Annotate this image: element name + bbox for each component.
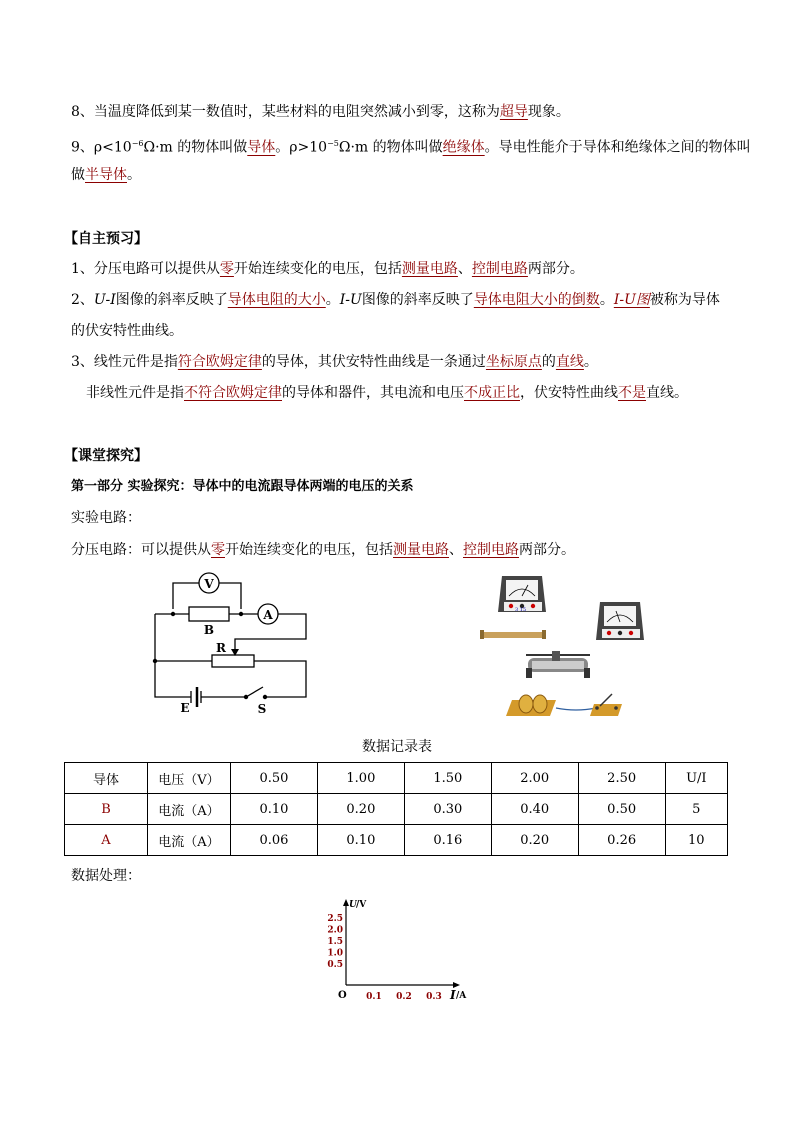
- iu-symbol: I-U: [339, 292, 362, 308]
- y-tick-label: 1.0: [327, 948, 343, 959]
- table-cell: 1.50: [404, 763, 491, 794]
- table-cell: 0.10: [231, 794, 318, 825]
- paragraph-9-cont: [71, 165, 141, 185]
- preview-q2: [71, 290, 720, 310]
- x-tick-label: 0.2: [396, 992, 412, 1002]
- answer-blank: 零: [219, 261, 234, 277]
- ammeter-label: A: [263, 608, 273, 622]
- answer-blank: 绝缘体: [442, 139, 485, 156]
- answer-blank: 不是: [618, 385, 646, 401]
- preview-q2-cont: 的伏安特性曲线。: [71, 323, 183, 339]
- text: 、: [457, 261, 472, 277]
- exponent: −6: [131, 139, 144, 148]
- resistor-b: [189, 607, 229, 621]
- ammeter-device: [596, 602, 644, 640]
- text: 分压电路：可以提供从: [71, 542, 211, 558]
- answer-blank: 控制电路: [471, 261, 528, 277]
- text: 。: [127, 167, 141, 183]
- table-row: [65, 794, 728, 825]
- table-cell: 1.00: [317, 763, 404, 794]
- text: 。: [599, 292, 614, 308]
- apparatus-illustration: [476, 572, 656, 722]
- rheostat-device: [526, 651, 590, 678]
- y-tick-label: 2.0: [327, 925, 343, 936]
- text: 直线。: [646, 385, 688, 401]
- text: 被称为导体: [649, 292, 720, 308]
- text: Ω·m 的物体叫做: [338, 139, 443, 156]
- table-cell: 0.20: [491, 825, 578, 856]
- battery-label: E: [180, 701, 190, 715]
- text: 2、: [71, 292, 94, 308]
- y-tick-label: 2.5: [327, 914, 343, 924]
- data-processing-label: 数据处理：: [71, 868, 141, 884]
- voltmeter-device: [498, 576, 546, 613]
- table-cell: 电流（A）: [148, 825, 231, 856]
- table-cell: 电流（A）: [148, 794, 231, 825]
- preview-q1: [71, 259, 584, 279]
- answer-blank: 导体电阻的大小: [227, 292, 326, 308]
- text: 非线性元件是指: [86, 385, 184, 401]
- table-cell: 0.50: [578, 794, 665, 825]
- table-cell: 0.30: [404, 794, 491, 825]
- text: 的导体和器件，其电流和电压: [282, 385, 464, 401]
- answer-blank: 导体: [247, 139, 276, 156]
- battery-and-switch: [506, 694, 622, 716]
- text: 1、分压电路可以提供从: [71, 261, 220, 277]
- x-tick-label: 0.1: [366, 992, 382, 1002]
- table-caption: 数据记录表: [362, 739, 432, 755]
- table-cell: 2.50: [578, 763, 665, 794]
- text: 两部分。: [527, 261, 584, 277]
- answer-blank: 超导: [499, 104, 528, 120]
- ui-symbol: U-I: [93, 292, 116, 308]
- answer-blank: 符合欧姆定律: [177, 354, 262, 370]
- table-cell: 电压（V）: [148, 763, 231, 794]
- switch-label: S: [257, 702, 267, 715]
- section-heading-preview: 【自主预习】: [64, 231, 148, 247]
- paragraph-8: [71, 102, 570, 122]
- y-tick-label: 1.5: [327, 937, 343, 947]
- table-cell: 0.26: [578, 825, 665, 856]
- paragraph-9: [71, 134, 751, 158]
- table-cell: U/I: [665, 763, 727, 794]
- text: 3、线性元件是指: [71, 354, 178, 370]
- text: Ω·m 的物体叫做: [143, 139, 248, 156]
- u-i-graph: [322, 895, 482, 1005]
- x-axis-label: I: [450, 988, 456, 1002]
- table-cell: 0.16: [404, 825, 491, 856]
- section-heading-explore: 【课堂探究】: [64, 448, 148, 464]
- text: ，伏安特性曲线: [520, 385, 618, 401]
- exponent: −5: [327, 139, 339, 148]
- text: 的导体，其伏安特性曲线是一条通过: [261, 354, 486, 370]
- answer-blank: 直线: [555, 354, 584, 370]
- answer-blank: 测量电路: [393, 542, 449, 558]
- y-tick-label: 0.5: [327, 960, 343, 970]
- text: 开始连续变化的电压，包括: [225, 542, 393, 558]
- text: 两部分。: [519, 542, 575, 558]
- text: 。导电性能介于导体和绝缘体之间的物体叫: [484, 139, 751, 156]
- table-cell: 5: [665, 794, 727, 825]
- text: 。: [583, 354, 598, 370]
- table-cell: 0.40: [491, 794, 578, 825]
- text: 9、ρ<10: [71, 139, 132, 156]
- table-row: [65, 825, 728, 856]
- meter-scale-text: 3 15: [515, 607, 527, 613]
- circuit-label: 实验电路：: [71, 510, 141, 526]
- text: 现象。: [527, 104, 570, 120]
- answer-blank: 零: [211, 542, 225, 558]
- resistor-b-label: B: [203, 623, 215, 637]
- table-cell: B: [65, 794, 148, 825]
- y-axis-unit: /V: [356, 900, 367, 910]
- answer-blank: 不成正比: [464, 385, 520, 401]
- voltmeter-label: V: [204, 577, 214, 591]
- preview-q3b: [86, 383, 688, 403]
- table-cell: 10: [665, 825, 727, 856]
- text: 图像的斜率反映了: [361, 292, 474, 308]
- text: 8、当温度降低到某一数值时，某些材料的电阻突然减小到零，这称为: [71, 104, 500, 120]
- text: 图像的斜率反映了: [115, 292, 228, 308]
- circuit-diagram: [145, 570, 315, 715]
- table-cell: 导体: [65, 763, 148, 794]
- table-cell: 0.06: [231, 825, 318, 856]
- text: 、: [449, 542, 463, 558]
- answer-blank: 控制电路: [463, 542, 519, 558]
- preview-q3: [71, 352, 598, 372]
- answer-blank: 不符合欧姆定律: [184, 385, 282, 401]
- rheostat-label: R: [216, 641, 226, 655]
- table-cell: A: [65, 825, 148, 856]
- y-axis-label: U: [349, 900, 357, 910]
- text: 做: [71, 167, 85, 183]
- text: 开始连续变化的电压，包括: [233, 261, 402, 277]
- answer-blank: 坐标原点: [485, 354, 542, 370]
- text: 。ρ>10: [275, 139, 328, 156]
- answer-blank: 导体电阻大小的倒数: [473, 292, 600, 308]
- answer-blank: 测量电路: [401, 261, 458, 277]
- answer-blank: 半导体: [85, 167, 127, 183]
- table-cell: 0.10: [317, 825, 404, 856]
- text: 。: [325, 292, 340, 308]
- table-cell: 0.20: [317, 794, 404, 825]
- answer-blank: I-U图: [613, 292, 650, 308]
- origin-label: O: [338, 990, 347, 1001]
- x-axis-unit: /A: [456, 991, 467, 1001]
- table-cell: 0.50: [231, 763, 318, 794]
- part1-heading: 第一部分 实验探究：导体中的电流跟导体两端的电压的关系: [71, 479, 414, 494]
- x-tick-label: 0.3: [426, 992, 442, 1002]
- rheostat: [212, 655, 254, 667]
- table-cell: 2.00: [491, 763, 578, 794]
- divider-circuit-text: [71, 540, 575, 560]
- table-header-row: [65, 763, 728, 794]
- text: 的: [541, 354, 556, 370]
- data-record-table: [64, 762, 728, 856]
